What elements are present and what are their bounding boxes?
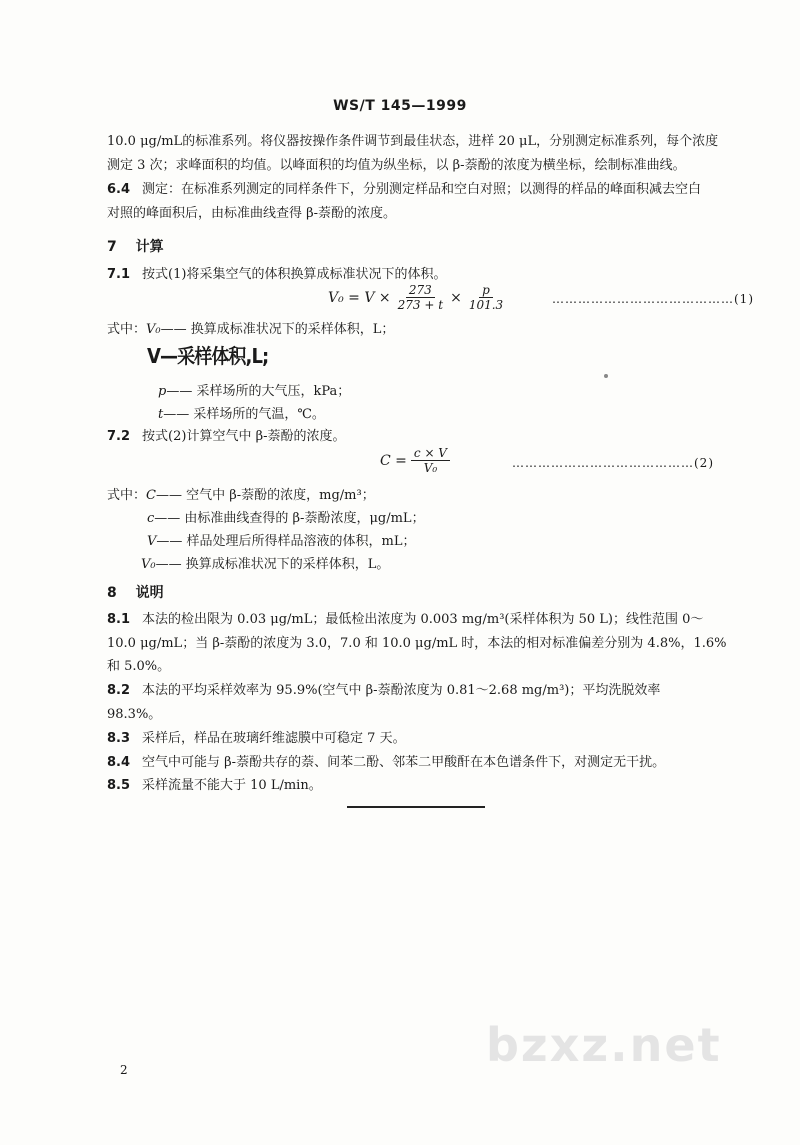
- paragraph-line: 98.3%。: [107, 707, 162, 722]
- paragraph-line: 和 5.0%。: [107, 659, 171, 674]
- definition-item: [107, 484, 375, 503]
- page-number: 2: [120, 1063, 128, 1077]
- equation-number-1: ……………………………………(1): [552, 292, 754, 306]
- section-text: 测定：在标准系列测定的同样条件下，分别测定样品和空白对照；以测得的样品的峰面积减去空白: [142, 182, 702, 197]
- section-text: 采样后，样品在玻璃纤维滤膜中可稳定 7 天。: [142, 731, 406, 746]
- section-number: 8.4: [107, 755, 131, 770]
- definition-text: —— 空气中 β-萘酚的浓度，mg/m³；: [155, 488, 375, 503]
- definition-symbol: t: [158, 407, 164, 422]
- section-number: 6.4: [107, 182, 131, 197]
- section-text: 采样流量不能大于 10 L/min。: [142, 778, 322, 793]
- definition-text: —— 采样场所的气温，℃。: [163, 407, 325, 422]
- definition-item: [147, 530, 415, 549]
- paragraph-line: 测定 3 次；求峰面积的均值。以峰面积的均值为纵坐标，以 β-萘酚的浓度为横坐标，绘制标准曲线。: [107, 158, 686, 173]
- end-rule: [347, 806, 485, 808]
- definition-text: —— 由标准曲线查得的 β-萘酚浓度，μg/mL；: [154, 511, 425, 526]
- handwritten-annotation: V—采样体积,L;: [147, 344, 269, 368]
- watermark: bzxz.net: [486, 1018, 722, 1072]
- fraction-denominator: 101.3: [468, 298, 504, 312]
- definition-item: [158, 380, 350, 399]
- section-8-1: [107, 610, 703, 630]
- fraction: [466, 283, 506, 312]
- fraction-numerator: c × V: [411, 446, 450, 461]
- equation-lhs: C =: [380, 452, 407, 469]
- equation-2: [380, 446, 454, 475]
- section-number: 8.2: [107, 683, 131, 698]
- definition-symbol: p: [158, 384, 167, 399]
- fraction: [411, 446, 450, 475]
- fraction-denominator: V₀: [423, 461, 438, 475]
- section-number: 8.5: [107, 778, 131, 793]
- definition-text: —— 换算成标准状况下的采样体积，L。: [155, 557, 390, 572]
- section-text: 本法的检出限为 0.03 μg/mL；最低检出浓度为 0.003 mg/m³(采样体积为 50 L)；线性范围 0～: [142, 612, 704, 627]
- heading-title: 说明: [135, 585, 164, 601]
- definition-text: —— 换算成标准状况下的采样体积，L；: [160, 322, 395, 337]
- heading-title: 计算: [135, 239, 164, 255]
- definition-symbol: V₀: [146, 322, 161, 337]
- times-sign: ×: [450, 289, 462, 306]
- section-number: 8.1: [107, 612, 131, 627]
- definition-text: —— 样品处理后所得样品溶液的体积，mL；: [156, 534, 416, 549]
- definition-item: [107, 318, 394, 337]
- section-8-4: [107, 753, 665, 773]
- section-text: 按式(1)将采集空气的体积换算成标准状况下的体积。: [142, 267, 447, 282]
- equation-number-2: ……………………………………(2): [512, 456, 714, 470]
- definition-prefix: 式中：: [107, 488, 147, 503]
- section-text: 按式(2)计算空气中 β-萘酚的浓度。: [142, 429, 346, 444]
- paragraph-line: 10.0 μg/mL；当 β-萘酚的浓度为 3.0，7.0 和 10.0 μg/mL 时，本法的相对标准偏差分别为 4.8%，1.6%: [107, 636, 727, 651]
- paragraph-line: 10.0 μg/mL的标准系列。将仪器按操作条件调节到最佳状态，进样 20 μL，分别测定标准系列，每个浓度: [107, 134, 719, 149]
- definition-item: [147, 507, 425, 526]
- definition-text: —— 采样场所的大气压，kPa；: [166, 384, 351, 399]
- section-8-5: [107, 776, 322, 796]
- equation-1: [328, 283, 510, 312]
- fraction-numerator: 273: [406, 283, 435, 298]
- section-text: 空气中可能与 β-萘酚共存的萘、间苯二酚、邻苯二甲酸酐在本色谱条件下，对测定无干扰。: [142, 755, 666, 770]
- heading-number: 7: [107, 239, 117, 255]
- heading-number: 8: [107, 585, 117, 601]
- section-number: 7.2: [107, 429, 131, 444]
- fraction-denominator: 273 + t: [397, 298, 444, 312]
- section-7-1: [107, 265, 446, 285]
- section-number: 8.3: [107, 731, 131, 746]
- section-7-2: [107, 427, 346, 447]
- definition-item: [141, 553, 389, 572]
- section-7-heading: [107, 236, 164, 256]
- fraction-numerator: p: [479, 283, 493, 298]
- definition-symbol: V: [147, 534, 157, 549]
- paragraph-line: 对照的峰面积后，由标准曲线查得 β-萘酚的浓度。: [107, 206, 397, 221]
- definition-symbol: V₀: [141, 557, 156, 572]
- equation-lhs: V₀ = V ×: [328, 289, 391, 306]
- section-8-heading: [107, 582, 164, 602]
- section-text: 本法的平均采样效率为 95.9%(空气中 β-萘酚浓度为 0.81～2.68 mg/m³)；平均洗脱效率: [142, 683, 661, 698]
- fraction: [395, 283, 446, 312]
- section-6-4: [107, 180, 701, 200]
- page-header: WS/T 145—1999: [333, 98, 467, 114]
- section-number: 7.1: [107, 267, 131, 282]
- definition-item: [158, 403, 325, 422]
- definition-symbol: c: [147, 511, 155, 526]
- section-8-2: [107, 681, 660, 701]
- scan-speck: [604, 374, 608, 378]
- section-8-3: [107, 729, 406, 749]
- definition-prefix: 式中：: [107, 322, 147, 337]
- definition-symbol: C: [146, 488, 156, 503]
